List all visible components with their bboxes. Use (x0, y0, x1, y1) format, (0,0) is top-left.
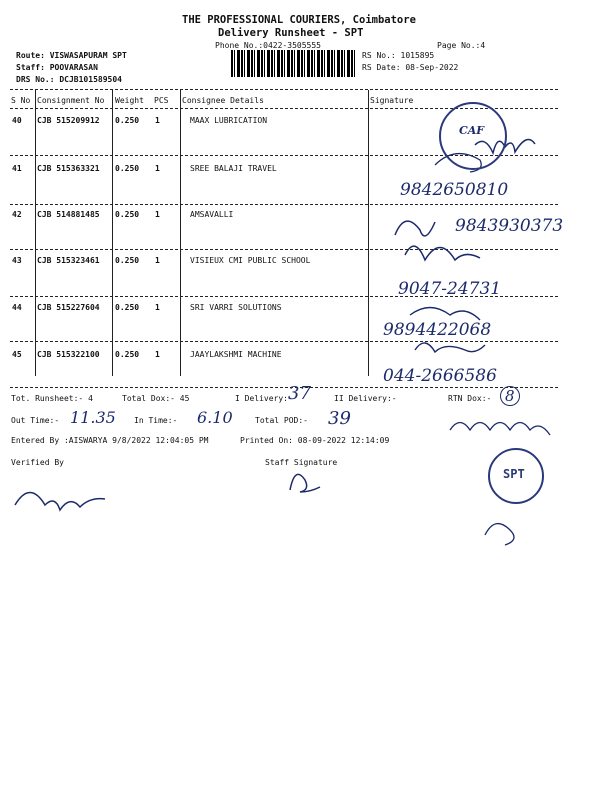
total-dox: Total Dox:- 45 (122, 394, 190, 403)
i-delivery-value: 37 (288, 383, 311, 404)
handwritten-phone: 9842650810 (400, 180, 509, 200)
row-consignment: CJB 515322100 (37, 350, 100, 359)
row-consignment: CJB 515209912 (37, 116, 100, 125)
row-pcs: 1 (155, 256, 160, 265)
verified-by: Verified By (11, 458, 64, 467)
i-delivery-label: I Delivery:- (235, 394, 293, 403)
row-pcs: 1 (155, 350, 160, 359)
row-pcs: 1 (155, 210, 160, 219)
row-consignee: JAAYLAKSHMI MACHINE (190, 350, 282, 359)
col-header-sno: S No (11, 96, 31, 105)
phone-number: Phone No.:0422-3505555 (215, 41, 321, 50)
row-sno: 42 (12, 210, 22, 219)
verified-by-signature (15, 493, 105, 511)
row-consignment: CJB 515363321 (37, 164, 100, 173)
row-pcs: 1 (155, 116, 160, 125)
rtn-dox-value: 8 (500, 386, 520, 406)
row-weight: 0.250 (115, 116, 140, 125)
row-weight: 0.250 (115, 303, 140, 312)
table-bottom-rule (10, 387, 558, 388)
row-consignment: CJB 515227604 (37, 303, 100, 312)
row-consignment: CJB 514881485 (37, 210, 100, 219)
rs-date: RS Date: 08-Sep-2022 (362, 63, 459, 72)
row-sno: 44 (12, 303, 22, 312)
barcode (231, 50, 357, 77)
out-time-label: Out Time:- (11, 416, 60, 425)
row-weight: 0.250 (115, 164, 140, 173)
row-weight: 0.250 (115, 210, 140, 219)
stamp-text: CAF (459, 124, 485, 137)
row-pcs: 1 (155, 164, 160, 173)
tot-runsheet: Tot. Runsheet:- 4 (11, 394, 93, 403)
row-consignee: MAAX LUBRICATION (190, 116, 268, 125)
drs-number: DRS No.: DCJB101589504 (16, 75, 122, 84)
spt-stamp (488, 448, 544, 504)
col-header-pcs: PCS (154, 96, 169, 105)
route: Route: VISWASAPURAM SPT (16, 51, 127, 60)
document-title: Delivery Runsheet - SPT (218, 27, 364, 39)
col-header-weight: Weight (115, 96, 144, 105)
total-pod-label: Total POD:- (255, 416, 308, 425)
signature-43 (405, 246, 480, 260)
table-top-rule (10, 89, 558, 90)
col-header-consignment: Consignment No (37, 96, 105, 105)
stamp-scribble (485, 524, 514, 545)
row-consignee: SRI VARRI SOLUTIONS (190, 303, 282, 312)
row-sno: 40 (12, 116, 22, 125)
handwritten-phone: 9843930373 (455, 216, 564, 236)
staff-signature (290, 474, 320, 492)
in-time-value: 6.10 (197, 408, 233, 427)
col-divider (368, 90, 369, 376)
staff-name-scribble (450, 423, 550, 436)
entered-by: Entered By :AISWARYA 9/8/2022 12:04:05 PM (11, 436, 209, 445)
col-header-consignee: Consignee Details (182, 96, 264, 105)
signature-45 (415, 343, 485, 352)
signature-42 (395, 221, 435, 236)
col-divider (35, 90, 36, 376)
spt-stamp-text: SPT (503, 467, 525, 481)
handwritten-phone: 9047-24731 (398, 279, 502, 299)
ii-delivery-label: II Delivery:- (334, 394, 397, 403)
row-consignee: SREE BALAJI TRAVEL (190, 164, 277, 173)
row-consignment: CJB 515323461 (37, 256, 100, 265)
row-consignee: VISIEUX CMI PUBLIC SCHOOL (190, 256, 311, 265)
handwritten-phone: 9894422068 (383, 320, 492, 340)
rtn-dox-label: RTN Dox:- (448, 394, 492, 403)
out-time-value: 11.35 (70, 408, 116, 427)
row-weight: 0.250 (115, 350, 140, 359)
company-title: THE PROFESSIONAL COURIERS, Coimbatore (182, 14, 416, 26)
page-number: Page No.:4 (437, 41, 486, 50)
row-consignee: AMSAVALLI (190, 210, 234, 219)
col-divider (112, 90, 113, 376)
signature-44 (410, 308, 480, 321)
staff-name: Staff: POOVARASAN (16, 63, 98, 72)
rs-number: RS No.: 1015895 (362, 51, 435, 60)
staff-signature-label: Staff Signature (265, 458, 338, 467)
col-divider (180, 90, 181, 376)
row-pcs: 1 (155, 303, 160, 312)
company-stamp (439, 102, 507, 170)
total-pod-value: 39 (328, 408, 351, 429)
col-header-signature: Signature (370, 96, 414, 105)
handwritten-phone: 044-2666586 (383, 366, 497, 386)
row-weight: 0.250 (115, 256, 140, 265)
row-sno: 43 (12, 256, 22, 265)
printed-on: Printed On: 08-09-2022 12:14:09 (240, 436, 390, 445)
row-sno: 45 (12, 350, 22, 359)
row-sno: 41 (12, 164, 22, 173)
in-time-label: In Time:- (134, 416, 178, 425)
